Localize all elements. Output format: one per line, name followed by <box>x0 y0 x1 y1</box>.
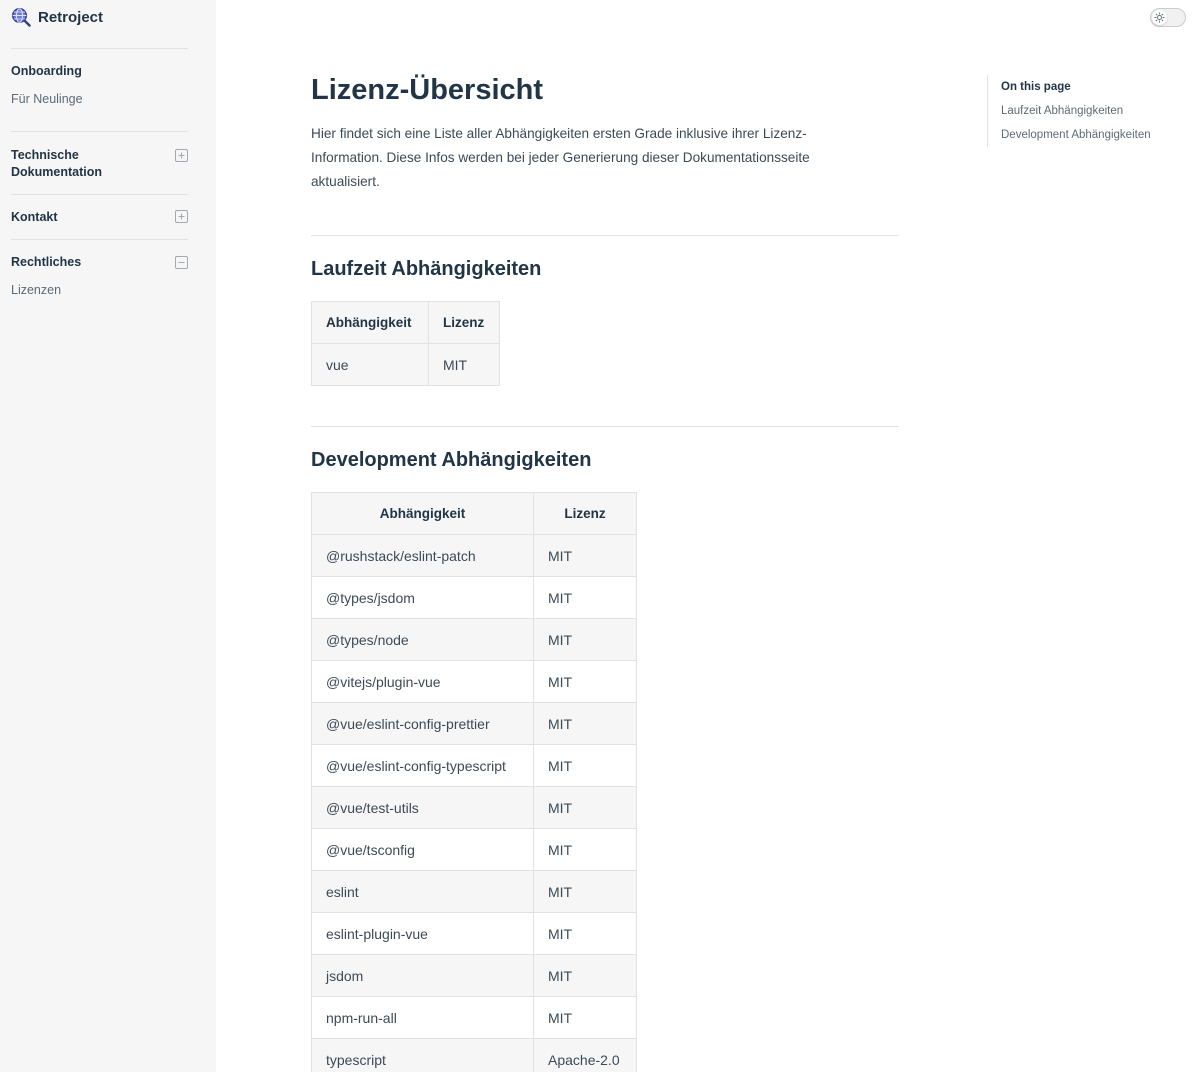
sidebar-group-rechtliches <box>11 239 188 309</box>
sidebar-group-title[interactable]: Kontakt <box>11 210 58 224</box>
dependency-name: eslint <box>312 871 534 913</box>
dependency-name: @rushstack/eslint-patch <box>312 535 534 577</box>
brand-link[interactable] <box>11 6 103 28</box>
globe-magnifier-icon <box>11 7 31 27</box>
toc-link-laufzeit[interactable]: Laufzeit Abhängigkeiten <box>1001 105 1124 117</box>
dependency-name: eslint-plugin-vue <box>312 913 534 955</box>
sidebar-group-onboarding <box>11 48 188 132</box>
dependency-name: npm-run-all <box>312 997 534 1039</box>
dependency-name: typescript <box>312 1039 534 1072</box>
license-name: MIT <box>429 344 500 386</box>
table-row <box>312 745 637 787</box>
license-name: MIT <box>534 871 637 913</box>
theme-toggle[interactable] <box>1150 8 1186 27</box>
sun-icon <box>1152 10 1167 25</box>
section-divider <box>311 235 899 236</box>
license-name: MIT <box>534 661 637 703</box>
dependency-name: jsdom <box>312 955 534 997</box>
sidebar-group-title[interactable]: Onboarding <box>11 64 82 78</box>
license-name: MIT <box>534 997 637 1039</box>
table-row <box>312 955 637 997</box>
table-row <box>312 703 637 745</box>
toc-title: On this page <box>1001 81 1071 93</box>
sidebar-group-technische-dokumentation <box>11 131 188 194</box>
license-name: MIT <box>534 745 637 787</box>
brand-title: Retroject <box>38 8 104 26</box>
table-row <box>312 787 637 829</box>
dependency-name: @vitejs/plugin-vue <box>312 661 534 703</box>
toc-link-development[interactable]: Development Abhängigkeiten <box>1001 129 1151 141</box>
column-header: Lizenz <box>534 493 637 535</box>
table-row <box>312 661 637 703</box>
section-divider <box>311 426 899 427</box>
sidebar <box>0 0 216 1072</box>
table-row <box>312 913 637 955</box>
plus-icon[interactable] <box>175 149 188 162</box>
license-name: MIT <box>534 577 637 619</box>
intro-paragraph: Hier findet sich eine Liste aller Abhängigkeiten ersten Grade inklusive ihrer Lizenz-Information. Diese Infos werden bei jeder Generierung dieser Dokumentationsseite aktualisiert. <box>311 126 810 189</box>
sidebar-group-title[interactable]: Technische Dokumentation <box>11 148 102 179</box>
dependency-name: @vue/eslint-config-typescript <box>312 745 534 787</box>
license-name: Apache-2.0 <box>534 1039 637 1072</box>
dependency-name: @types/jsdom <box>312 577 534 619</box>
table-row <box>312 619 637 661</box>
heading-laufzeit: Laufzeit Abhängigkeiten <box>311 258 542 280</box>
table-row <box>312 997 637 1039</box>
license-name: MIT <box>534 787 637 829</box>
license-name: MIT <box>534 703 637 745</box>
column-header: Abhängigkeit <box>312 302 429 344</box>
table-row <box>312 829 637 871</box>
dependency-name: @types/node <box>312 619 534 661</box>
minus-icon[interactable] <box>175 256 188 269</box>
dependency-name: @vue/tsconfig <box>312 829 534 871</box>
table-row <box>312 1039 637 1072</box>
license-name: MIT <box>534 829 637 871</box>
table-row <box>312 871 637 913</box>
table-row <box>312 344 500 386</box>
license-name: MIT <box>534 619 637 661</box>
plus-icon[interactable] <box>175 210 188 223</box>
dependency-name: @vue/eslint-config-prettier <box>312 703 534 745</box>
table-row <box>312 535 637 577</box>
heading-development: Development Abhängigkeiten <box>311 449 592 471</box>
dependency-name: vue <box>312 344 429 386</box>
table-row <box>312 577 637 619</box>
on-this-page-nav <box>987 75 1151 147</box>
sidebar-group-kontakt <box>11 194 188 239</box>
sidebar-item-lizenzen[interactable]: Lizenzen <box>11 283 62 297</box>
license-name: MIT <box>534 535 637 577</box>
page-title: Lizenz-Übersicht <box>311 74 544 106</box>
runtime-dependency-table <box>311 301 500 386</box>
license-name: MIT <box>534 955 637 997</box>
column-header: Lizenz <box>429 302 500 344</box>
dependency-name: @vue/test-utils <box>312 787 534 829</box>
development-dependency-table <box>311 492 637 1072</box>
sidebar-item-fuer-neulinge[interactable]: Für Neulinge <box>11 92 83 106</box>
license-name: MIT <box>534 913 637 955</box>
sidebar-group-title[interactable]: Rechtliches <box>11 255 82 269</box>
column-header: Abhängigkeit <box>312 493 534 535</box>
